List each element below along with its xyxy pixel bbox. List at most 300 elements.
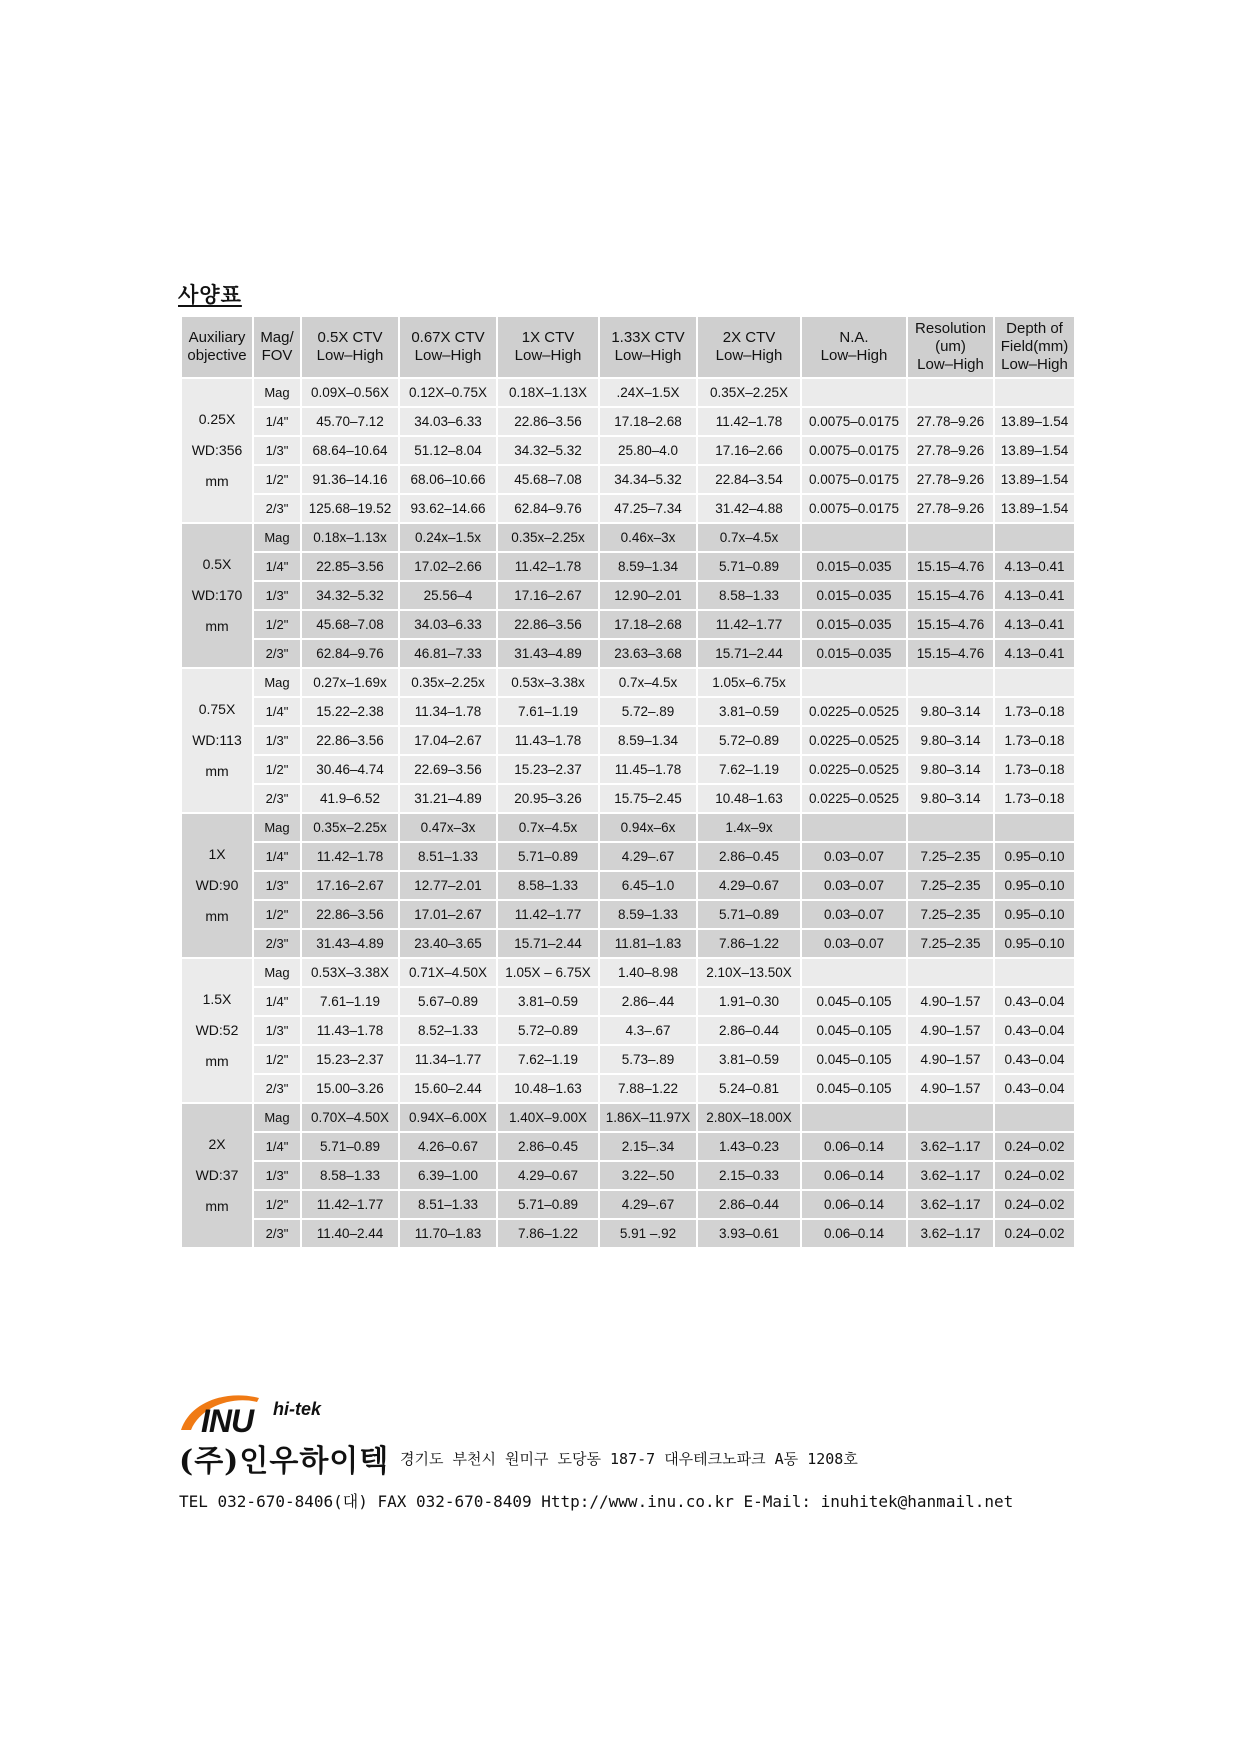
column-header-line: Mag/ bbox=[260, 329, 294, 346]
column-header bbox=[399, 316, 497, 378]
table-cell bbox=[801, 813, 907, 842]
table-row bbox=[181, 987, 1075, 1016]
fov-cell: 1/4" bbox=[253, 552, 301, 581]
table-cell: 31.43–4.89 bbox=[301, 929, 399, 958]
table-cell: 5.67–0.89 bbox=[399, 987, 497, 1016]
fov-cell: 1/2" bbox=[253, 900, 301, 929]
table-cell: 0.35x–2.25x bbox=[301, 813, 399, 842]
table-row bbox=[181, 1219, 1075, 1248]
table-cell: 3.81–0.59 bbox=[497, 987, 599, 1016]
table-cell: 11.45–1.78 bbox=[599, 755, 697, 784]
table-cell: 25.56–4 bbox=[399, 581, 497, 610]
table-cell: 5.71–0.89 bbox=[697, 900, 801, 929]
table-cell: 0.045–0.105 bbox=[801, 1074, 907, 1103]
table-cell: 17.16–2.67 bbox=[497, 581, 599, 610]
table-cell: 17.16–2.67 bbox=[301, 871, 399, 900]
table-cell bbox=[801, 668, 907, 697]
table-row bbox=[181, 1103, 1075, 1132]
table-cell: 4.90–1.57 bbox=[907, 1045, 994, 1074]
fov-cell: 2/3" bbox=[253, 639, 301, 668]
table-cell: 0.0225–0.0525 bbox=[801, 755, 907, 784]
table-cell: 0.95–0.10 bbox=[994, 929, 1075, 958]
table-row bbox=[181, 697, 1075, 726]
table-row bbox=[181, 1132, 1075, 1161]
table-cell: 0.06–0.14 bbox=[801, 1219, 907, 1248]
fov-cell: 1/4" bbox=[253, 407, 301, 436]
column-header-line: Low–High bbox=[614, 347, 682, 364]
table-cell: 0.0075–0.0175 bbox=[801, 407, 907, 436]
table-cell: 4.29–0.67 bbox=[497, 1161, 599, 1190]
table-cell: 12.77–2.01 bbox=[399, 871, 497, 900]
table-cell: 4.13–0.41 bbox=[994, 581, 1075, 610]
objective-line: 0.75X bbox=[198, 701, 236, 717]
table-cell: 5.71–0.89 bbox=[497, 1190, 599, 1219]
table-cell: 8.51–1.33 bbox=[399, 842, 497, 871]
table-cell: 5.72–0.89 bbox=[697, 726, 801, 755]
table-cell: 4.29–0.67 bbox=[697, 871, 801, 900]
table-row bbox=[181, 1016, 1075, 1045]
table-cell: 0.18x–1.13x bbox=[301, 523, 399, 552]
table-cell bbox=[994, 378, 1075, 407]
table-cell: 0.53x–3.38x bbox=[497, 668, 599, 697]
objective-line: mm bbox=[205, 763, 229, 779]
table-cell: 6.39–1.00 bbox=[399, 1161, 497, 1190]
table-cell: 34.32–5.32 bbox=[301, 581, 399, 610]
table-cell: 34.03–6.33 bbox=[399, 610, 497, 639]
table-cell: 1.40–8.98 bbox=[599, 958, 697, 987]
table-cell: 0.015–0.035 bbox=[801, 552, 907, 581]
table-row bbox=[181, 494, 1075, 523]
fov-cell: 2/3" bbox=[253, 929, 301, 958]
fov-cell: 1/3" bbox=[253, 871, 301, 900]
table-cell: 9.80–3.14 bbox=[907, 697, 994, 726]
fov-cell: Mag bbox=[253, 813, 301, 842]
table-cell: 0.47x–3x bbox=[399, 813, 497, 842]
table-cell bbox=[994, 813, 1075, 842]
table-cell: 5.91 –.92 bbox=[599, 1219, 697, 1248]
table-cell: 7.86–1.22 bbox=[697, 929, 801, 958]
objective-line: mm bbox=[205, 473, 229, 489]
objective-line: WD:90 bbox=[195, 877, 239, 893]
table-row bbox=[181, 842, 1075, 871]
table-cell: 0.24–0.02 bbox=[994, 1219, 1075, 1248]
column-header-line: Field(mm) bbox=[1000, 338, 1069, 355]
table-cell: 3.81–0.59 bbox=[697, 697, 801, 726]
table-cell: 4.26–0.67 bbox=[399, 1132, 497, 1161]
table-cell: 8.58–1.33 bbox=[301, 1161, 399, 1190]
logo-suffix: hi-tek bbox=[273, 1399, 322, 1419]
table-cell: 8.59–1.33 bbox=[599, 900, 697, 929]
table-cell bbox=[907, 523, 994, 552]
table-cell: 68.06–10.66 bbox=[399, 465, 497, 494]
objective-line: mm bbox=[205, 1198, 229, 1214]
table-cell: 22.86–3.56 bbox=[301, 726, 399, 755]
table-cell: 4.90–1.57 bbox=[907, 1016, 994, 1045]
table-cell bbox=[907, 378, 994, 407]
logo-brand: INU bbox=[201, 1403, 254, 1436]
table-cell: 0.71X–4.50X bbox=[399, 958, 497, 987]
table-cell: 8.59–1.34 bbox=[599, 552, 697, 581]
table-cell: 0.03–0.07 bbox=[801, 871, 907, 900]
table-cell: 15.71–2.44 bbox=[697, 639, 801, 668]
column-header bbox=[907, 316, 994, 378]
table-cell: 2.80X–18.00X bbox=[697, 1103, 801, 1132]
table-cell: 0.03–0.07 bbox=[801, 929, 907, 958]
table-cell: 0.24x–1.5x bbox=[399, 523, 497, 552]
column-header bbox=[497, 316, 599, 378]
column-header-line: (um) bbox=[935, 338, 966, 355]
column-header-line: Low–High bbox=[316, 347, 384, 364]
table-row bbox=[181, 523, 1075, 552]
table-cell: 4.29–.67 bbox=[599, 842, 697, 871]
table-cell: 11.42–1.77 bbox=[697, 610, 801, 639]
company-logo bbox=[177, 1388, 377, 1436]
table-cell: 7.61–1.19 bbox=[301, 987, 399, 1016]
objective-line: WD:52 bbox=[195, 1022, 239, 1038]
table-cell: 11.34–1.78 bbox=[399, 697, 497, 726]
table-cell: 7.62–1.19 bbox=[497, 1045, 599, 1074]
table-cell: 0.18X–1.13X bbox=[497, 378, 599, 407]
fov-cell: Mag bbox=[253, 958, 301, 987]
table-cell: 10.48–1.63 bbox=[697, 784, 801, 813]
table-row bbox=[181, 784, 1075, 813]
table-cell: 17.04–2.67 bbox=[399, 726, 497, 755]
table-cell: 8.59–1.34 bbox=[599, 726, 697, 755]
table-cell: 0.95–0.10 bbox=[994, 842, 1075, 871]
table-cell: 2.86–.44 bbox=[599, 987, 697, 1016]
table-cell bbox=[801, 523, 907, 552]
table-row bbox=[181, 610, 1075, 639]
table-cell: 7.88–1.22 bbox=[599, 1074, 697, 1103]
column-header-line: objective bbox=[187, 347, 247, 364]
table-cell: 5.73–.89 bbox=[599, 1045, 697, 1074]
table-cell: 4.13–0.41 bbox=[994, 552, 1075, 581]
fov-cell: 1/3" bbox=[253, 581, 301, 610]
table-cell: 17.02–2.66 bbox=[399, 552, 497, 581]
table-cell: 8.52–1.33 bbox=[399, 1016, 497, 1045]
table-cell: 11.43–1.78 bbox=[497, 726, 599, 755]
table-cell: 11.34–1.77 bbox=[399, 1045, 497, 1074]
table-cell: 9.80–3.14 bbox=[907, 755, 994, 784]
table-cell: 1.73–0.18 bbox=[994, 726, 1075, 755]
table-cell: 0.94X–6.00X bbox=[399, 1103, 497, 1132]
table-cell: 17.18–2.68 bbox=[599, 407, 697, 436]
table-cell: 0.94x–6x bbox=[599, 813, 697, 842]
table-cell: 7.25–2.35 bbox=[907, 871, 994, 900]
table-row bbox=[181, 958, 1075, 987]
table-cell: 0.27x–1.69x bbox=[301, 668, 399, 697]
table-cell: 2.10X–13.50X bbox=[697, 958, 801, 987]
objective-line: WD:170 bbox=[191, 587, 243, 603]
table-row bbox=[181, 1074, 1075, 1103]
table-cell: 34.32–5.32 bbox=[497, 436, 599, 465]
fov-cell: 1/3" bbox=[253, 1161, 301, 1190]
table-cell: 11.42–1.78 bbox=[697, 407, 801, 436]
table-cell: 25.80–4.0 bbox=[599, 436, 697, 465]
objective-line: mm bbox=[205, 1053, 229, 1069]
table-cell: 7.61–1.19 bbox=[497, 697, 599, 726]
table-row bbox=[181, 639, 1075, 668]
table-cell: 0.7x–4.5x bbox=[497, 813, 599, 842]
table-cell: 0.95–0.10 bbox=[994, 871, 1075, 900]
table-cell: 93.62–14.66 bbox=[399, 494, 497, 523]
table-row bbox=[181, 581, 1075, 610]
table-cell: 0.0075–0.0175 bbox=[801, 494, 907, 523]
table-cell bbox=[801, 958, 907, 987]
table-cell: 15.71–2.44 bbox=[497, 929, 599, 958]
objective-cell bbox=[181, 958, 253, 1103]
table-cell: 0.24–0.02 bbox=[994, 1190, 1075, 1219]
column-header-line: 0.5X CTV bbox=[317, 329, 383, 346]
column-header bbox=[697, 316, 801, 378]
table-cell: 8.51–1.33 bbox=[399, 1190, 497, 1219]
table-cell: 45.70–7.12 bbox=[301, 407, 399, 436]
table-cell bbox=[994, 958, 1075, 987]
column-header-line: 1.33X CTV bbox=[611, 329, 685, 346]
table-row bbox=[181, 1190, 1075, 1219]
table-cell: 45.68–7.08 bbox=[301, 610, 399, 639]
fov-cell: 1/4" bbox=[253, 987, 301, 1016]
company-contact: TEL 032-670-8406(대) FAX 032-670-8409 Http://www.inu.co.kr E-Mail: inuhitek@hanmail.net bbox=[179, 1492, 1014, 1511]
table-cell bbox=[801, 1103, 907, 1132]
table-cell: 11.42–1.78 bbox=[301, 842, 399, 871]
table-cell: 5.71–0.89 bbox=[301, 1132, 399, 1161]
table-cell bbox=[907, 1103, 994, 1132]
table-cell bbox=[801, 378, 907, 407]
table-cell: 31.43–4.89 bbox=[497, 639, 599, 668]
table-cell: 11.42–1.77 bbox=[497, 900, 599, 929]
table-cell: 2.86–0.44 bbox=[697, 1190, 801, 1219]
table-cell: 0.06–0.14 bbox=[801, 1161, 907, 1190]
table-cell: 1.43–0.23 bbox=[697, 1132, 801, 1161]
fov-cell: 2/3" bbox=[253, 1219, 301, 1248]
table-cell: 3.22–.50 bbox=[599, 1161, 697, 1190]
table-cell: 11.42–1.77 bbox=[301, 1190, 399, 1219]
fov-cell: 2/3" bbox=[253, 784, 301, 813]
table-cell: 3.62–1.17 bbox=[907, 1132, 994, 1161]
table-cell: 0.24–0.02 bbox=[994, 1161, 1075, 1190]
table-cell: 15.22–2.38 bbox=[301, 697, 399, 726]
table-cell: 0.70X–4.50X bbox=[301, 1103, 399, 1132]
objective-line: 0.5X bbox=[202, 556, 232, 572]
fov-cell: Mag bbox=[253, 523, 301, 552]
fov-cell: 2/3" bbox=[253, 494, 301, 523]
table-cell: 11.70–1.83 bbox=[399, 1219, 497, 1248]
table-header-row bbox=[181, 316, 1075, 378]
objective-line: 2X bbox=[208, 1136, 226, 1152]
table-cell bbox=[907, 958, 994, 987]
column-header bbox=[599, 316, 697, 378]
table-cell: 27.78–9.26 bbox=[907, 494, 994, 523]
table-cell: 0.015–0.035 bbox=[801, 610, 907, 639]
table-cell: 31.42–4.88 bbox=[697, 494, 801, 523]
column-header bbox=[181, 316, 253, 378]
column-header-line: Auxiliary bbox=[188, 329, 246, 346]
column-header-line: Low–High bbox=[414, 347, 482, 364]
table-cell: 17.18–2.68 bbox=[599, 610, 697, 639]
table-row bbox=[181, 900, 1075, 929]
table-cell: 13.89–1.54 bbox=[994, 494, 1075, 523]
fov-cell: 1/2" bbox=[253, 610, 301, 639]
column-header-line: Low–High bbox=[917, 356, 984, 373]
table-cell: 4.13–0.41 bbox=[994, 639, 1075, 668]
table-cell bbox=[994, 523, 1075, 552]
column-header-line: FOV bbox=[261, 347, 293, 364]
table-cell: 0.43–0.04 bbox=[994, 1045, 1075, 1074]
table-cell: 15.75–2.45 bbox=[599, 784, 697, 813]
table-cell: 1.40X–9.00X bbox=[497, 1103, 599, 1132]
table-row bbox=[181, 407, 1075, 436]
table-cell: 0.53X–3.38X bbox=[301, 958, 399, 987]
table-cell: 15.00–3.26 bbox=[301, 1074, 399, 1103]
table-cell: 23.63–3.68 bbox=[599, 639, 697, 668]
table-cell: 12.90–2.01 bbox=[599, 581, 697, 610]
table-cell bbox=[994, 668, 1075, 697]
table-cell: 1.91–0.30 bbox=[697, 987, 801, 1016]
table-row bbox=[181, 1161, 1075, 1190]
table-cell: 9.80–3.14 bbox=[907, 726, 994, 755]
table-cell: 11.81–1.83 bbox=[599, 929, 697, 958]
objective-cell bbox=[181, 1103, 253, 1248]
table-cell: 5.24–0.81 bbox=[697, 1074, 801, 1103]
table-cell: 17.01–2.67 bbox=[399, 900, 497, 929]
table-row bbox=[181, 871, 1075, 900]
fov-cell: 1/2" bbox=[253, 1190, 301, 1219]
table-cell: 4.90–1.57 bbox=[907, 1074, 994, 1103]
table-cell: 125.68–19.52 bbox=[301, 494, 399, 523]
table-cell: 20.95–3.26 bbox=[497, 784, 599, 813]
table-cell: 15.23–2.37 bbox=[497, 755, 599, 784]
table-cell: 0.045–0.105 bbox=[801, 987, 907, 1016]
table-cell: 0.0075–0.0175 bbox=[801, 465, 907, 494]
table-cell: 0.0225–0.0525 bbox=[801, 784, 907, 813]
table-cell: 62.84–9.76 bbox=[497, 494, 599, 523]
fov-cell: Mag bbox=[253, 668, 301, 697]
table-row bbox=[181, 929, 1075, 958]
table-row bbox=[181, 755, 1075, 784]
table-cell: 0.43–0.04 bbox=[994, 1016, 1075, 1045]
objective-cell bbox=[181, 378, 253, 523]
column-header-line: Low–High bbox=[715, 347, 783, 364]
table-cell: 0.0075–0.0175 bbox=[801, 436, 907, 465]
fov-cell: 1/3" bbox=[253, 726, 301, 755]
table-row bbox=[181, 465, 1075, 494]
table-cell: 1.05X – 6.75X bbox=[497, 958, 599, 987]
table-cell: 0.015–0.035 bbox=[801, 581, 907, 610]
table-cell: 7.25–2.35 bbox=[907, 929, 994, 958]
table-cell: 11.40–2.44 bbox=[301, 1219, 399, 1248]
table-cell bbox=[907, 813, 994, 842]
table-cell: 0.95–0.10 bbox=[994, 900, 1075, 929]
table-cell: 2.15–.34 bbox=[599, 1132, 697, 1161]
table-cell: 13.89–1.54 bbox=[994, 407, 1075, 436]
table-cell: 1.73–0.18 bbox=[994, 755, 1075, 784]
column-header-line: 1X CTV bbox=[521, 329, 575, 346]
objective-line: 0.25X bbox=[198, 411, 236, 427]
fov-cell: 1/4" bbox=[253, 842, 301, 871]
fov-cell: 2/3" bbox=[253, 1074, 301, 1103]
table-cell: 0.24–0.02 bbox=[994, 1132, 1075, 1161]
table-cell: 0.0225–0.0525 bbox=[801, 697, 907, 726]
table-cell: 15.60–2.44 bbox=[399, 1074, 497, 1103]
table-cell: 9.80–3.14 bbox=[907, 784, 994, 813]
table-cell: 3.93–0.61 bbox=[697, 1219, 801, 1248]
table-cell: 22.86–3.56 bbox=[497, 610, 599, 639]
table-cell: 0.7x–4.5x bbox=[697, 523, 801, 552]
table-cell: 15.15–4.76 bbox=[907, 552, 994, 581]
table-cell: 34.34–5.32 bbox=[599, 465, 697, 494]
table-cell: 3.62–1.17 bbox=[907, 1161, 994, 1190]
table-cell: 4.3–.67 bbox=[599, 1016, 697, 1045]
table-cell: 31.21–4.89 bbox=[399, 784, 497, 813]
table-cell: 10.48–1.63 bbox=[497, 1074, 599, 1103]
objective-line: 1.5X bbox=[202, 991, 232, 1007]
page-title: 사양표 bbox=[178, 283, 242, 307]
table-cell: 17.16–2.66 bbox=[697, 436, 801, 465]
column-header-line: Resolution bbox=[915, 320, 986, 337]
table-cell: 0.35x–2.25x bbox=[399, 668, 497, 697]
table-cell: 45.68–7.08 bbox=[497, 465, 599, 494]
table-cell: 15.15–4.76 bbox=[907, 581, 994, 610]
table-cell: 22.84–3.54 bbox=[697, 465, 801, 494]
table-cell bbox=[907, 668, 994, 697]
fov-cell: 1/2" bbox=[253, 755, 301, 784]
table-cell: 2.86–0.45 bbox=[497, 1132, 599, 1161]
table-cell: 15.15–4.76 bbox=[907, 639, 994, 668]
table-row bbox=[181, 813, 1075, 842]
table-cell: 3.62–1.17 bbox=[907, 1219, 994, 1248]
table-row bbox=[181, 668, 1075, 697]
column-header bbox=[253, 316, 301, 378]
objective-line: WD:37 bbox=[195, 1167, 239, 1183]
column-header-line: 2X CTV bbox=[722, 329, 776, 346]
table-cell: 0.43–0.04 bbox=[994, 1074, 1075, 1103]
table-cell: 1.05x–6.75x bbox=[697, 668, 801, 697]
column-header bbox=[301, 316, 399, 378]
fov-cell: 1/2" bbox=[253, 1045, 301, 1074]
table-cell: 5.71–0.89 bbox=[497, 842, 599, 871]
table-cell: 22.86–3.56 bbox=[497, 407, 599, 436]
table-row bbox=[181, 378, 1075, 407]
table-row bbox=[181, 552, 1075, 581]
objective-line: WD:356 bbox=[191, 442, 243, 458]
table-cell: 11.42–1.78 bbox=[497, 552, 599, 581]
table-cell: 1.86X–11.97X bbox=[599, 1103, 697, 1132]
table-cell: 2.86–0.45 bbox=[697, 842, 801, 871]
column-header-line: Depth of bbox=[1006, 320, 1063, 337]
table-cell: 51.12–8.04 bbox=[399, 436, 497, 465]
fov-cell: Mag bbox=[253, 1103, 301, 1132]
objective-line: WD:113 bbox=[192, 732, 242, 748]
table-cell: 1.73–0.18 bbox=[994, 784, 1075, 813]
table-cell: 15.23–2.37 bbox=[301, 1045, 399, 1074]
column-header-line: N.A. bbox=[839, 329, 869, 346]
table-cell: 2.15–0.33 bbox=[697, 1161, 801, 1190]
column-header-line: 0.67X CTV bbox=[411, 329, 485, 346]
table-cell: 0.35X–2.25X bbox=[697, 378, 801, 407]
table-cell: 0.045–0.105 bbox=[801, 1045, 907, 1074]
table-cell: 5.72–0.89 bbox=[497, 1016, 599, 1045]
table-cell: 34.03–6.33 bbox=[399, 407, 497, 436]
spec-table bbox=[180, 315, 1076, 1249]
table-cell: 27.78–9.26 bbox=[907, 407, 994, 436]
table-cell: 7.62–1.19 bbox=[697, 755, 801, 784]
table-cell: 0.09X–0.56X bbox=[301, 378, 399, 407]
table-cell: 0.03–0.07 bbox=[801, 842, 907, 871]
table-cell: 6.45–1.0 bbox=[599, 871, 697, 900]
table-cell: 8.58–1.33 bbox=[497, 871, 599, 900]
table-cell: 5.71–0.89 bbox=[697, 552, 801, 581]
